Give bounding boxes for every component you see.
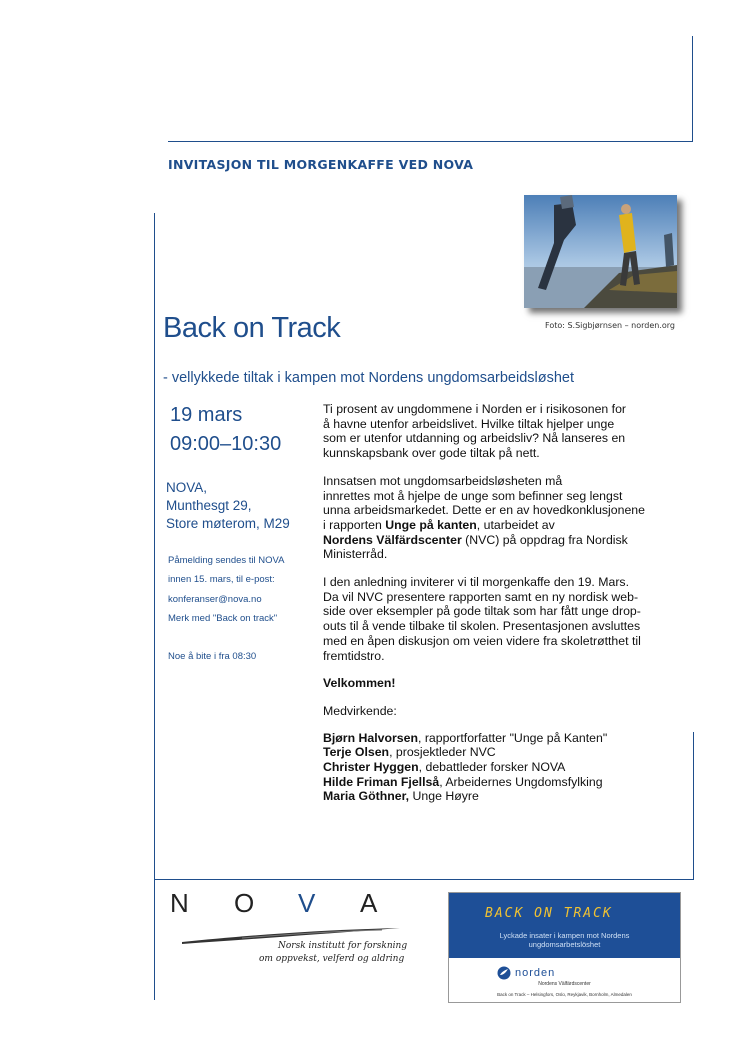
text-fragment: , utarbeidet av [476,517,555,532]
participant-name: Maria Göthner, [323,789,410,804]
photo-credit: Foto: S.Sigbjørnsen – norden.org [545,321,675,330]
text-line: Innsatsen mot ungdomsarbeidsløsheten må [323,473,563,488]
text-line [323,533,675,548]
invitation-heading: INVITASJON TIL MORGENKAFFE VED NOVA [168,157,474,172]
welcome-label: Velkommen! [323,676,396,691]
tagline-line: Norsk institutt for forskning [278,941,408,951]
event-time: 09:00–10:30 [170,433,282,455]
photo-illustration [524,195,677,308]
participant-role: , prosjektleder NVC [389,745,496,760]
nova-tagline [259,940,408,966]
event-photo [524,195,677,308]
frame-line-top [168,141,693,142]
food-note: Noe å bite i fra 08:30 [168,651,257,662]
cover-footer: Back on Track – Helsingfors, Oslo, Reykjavik, Bornholm, Almedalen [497,992,632,997]
text-line: Ti prosent av ungdommene i Norden er i risikosonen for [323,402,627,416]
text-line: som er utenfor utdanning og arbeidsliv? Nå lanseres en [323,431,626,446]
organization-name: Nordens Välfärdscenter [323,532,462,547]
frame-line-left [154,213,155,1000]
paragraph-report [323,474,675,562]
participant-role: Unge Høyre [409,789,479,804]
back-on-track-cover [448,892,681,1003]
text-line: I den anledning inviterer vi til morgenkaffe den 19. Mars. [323,575,629,590]
text-fragment: (NVC) på oppdrag fra Nordisk [461,532,628,547]
text-line: side over eksempler på gode tiltak som har fått unge drop- [323,604,641,619]
participants-list [323,731,675,805]
address-line: Store møterom, M29 [166,516,290,531]
participant-name: Christer Hyggen [323,760,419,775]
text-line: unna arbeidsmarkedet. Dette er en av hovedkonklusjonene [323,503,645,518]
text-line: Da vil NVC presentere rapporten samt en ny nordisk web- [323,589,639,604]
registration-email[interactable]: konferanser@nova.no [168,594,262,605]
norden-subtitle: Nordens Välfärdscenter [538,981,591,987]
address-line: NOVA, [166,480,208,495]
participant [323,745,675,760]
frame-line-bottom-right [693,732,694,880]
logo-letter: O [234,888,255,918]
registration-line: Påmelding sendes til NOVA [168,555,285,566]
registration-line: Merk med "Back on track" [168,613,278,624]
body-text [323,402,675,804]
text-line: med en åpen diskusjon om veien videre fra skoletrøtthet til [323,633,641,648]
participant-name: Bjørn Halvorsen [323,730,418,745]
tagline-line: om oppvekst, velferd og aldring [259,954,405,964]
participant-role: , rapportforfatter "Unge på Kanten" [417,730,608,745]
text-line: innrettes mot å hjelpe de unge som befinner seg lengst [323,488,623,503]
text-line: å havne utenfor arbeidslivet. Hvilke tiltak hjelper unge [323,416,615,431]
text-line: fremtidstro. [323,648,385,663]
participant-role: , Arbeidernes Ungdomsfylking [439,774,603,789]
text-line: Ministerråd. [323,547,388,562]
logo-letter: V [298,888,316,918]
participant [323,775,675,790]
participants-label: Medvirkende: [323,703,397,718]
participant-name: Hilde Friman Fjellså [323,774,440,789]
paragraph-intro [323,402,675,461]
participant [323,789,675,804]
event-date: 19 mars [170,404,243,426]
text-line [323,518,675,533]
paragraph-invitation [323,575,675,663]
cover-subtitle [455,931,674,949]
text-line: outs til å vende tilbake til skolen. Presentasjonen avsluttes [323,619,641,634]
norden-logo: norden [515,967,556,979]
cover-subtitle-line: Lyckade insater i kampen mot Nordens [499,931,630,940]
event-subtitle: - vellykkede tiltak i kampen mot Nordens ungdomsarbeidsløshet [163,370,575,386]
cover-banner [449,893,680,958]
address-line: Munthesgt 29, [166,498,252,513]
participant-name: Terje Olsen [323,745,390,760]
participant [323,731,675,746]
frame-line-top-right [692,36,693,142]
norden-swan-icon [497,966,511,980]
registration-line: innen 15. mars, til e-post: [168,574,275,585]
welcome-text [323,676,675,691]
cover-subtitle-line: ungdomsarbetslöshet [528,940,601,949]
participant [323,760,675,775]
cover-title: BACK ON TRACK [485,906,613,921]
frame-line-bottom [155,879,694,880]
text-line: kunnskapsbank over gode tiltak på nett. [323,446,540,461]
report-title: Unge på kanten [385,517,477,532]
text-fragment: i rapporten [323,517,386,532]
logo-letter: A [360,888,378,918]
event-title: Back on Track [163,312,341,344]
participant-role: , debattleder forsker NOVA [418,760,566,775]
logo-letter: N [170,888,189,918]
